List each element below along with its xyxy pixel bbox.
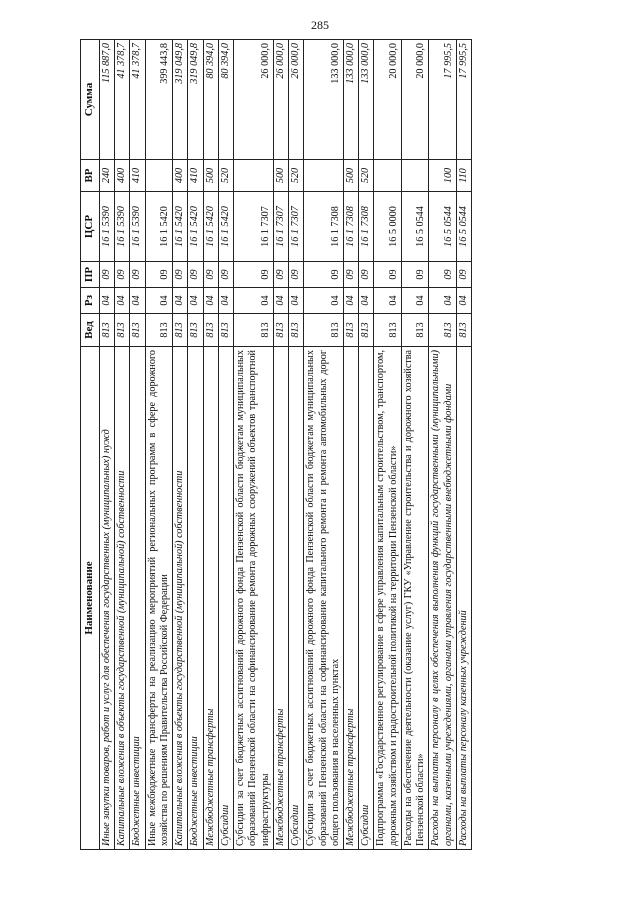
cell-vr xyxy=(145,160,172,192)
cell-sum: 17 995,5 xyxy=(456,40,471,160)
cell-pr: 09 xyxy=(145,262,172,288)
cell-csr: 16 5 0544 xyxy=(456,192,471,262)
table-row xyxy=(374,40,401,850)
cell-pr: 09 xyxy=(188,262,203,288)
table-row xyxy=(289,40,304,850)
cell-vr: 400 xyxy=(173,160,188,192)
cell-sum: 399 443,8 xyxy=(145,40,172,160)
header-csr: ЦСР xyxy=(81,192,100,262)
cell-pr: 09 xyxy=(456,262,471,288)
cell-ved: 813 xyxy=(359,314,374,347)
cell-rz: 04 xyxy=(145,288,172,314)
cell-rz: 04 xyxy=(401,288,428,314)
cell-pr: 09 xyxy=(304,262,344,288)
header-sum: Сумма xyxy=(81,40,100,160)
cell-name: Бюджетные инвестиции xyxy=(130,347,145,850)
cell-csr: 16 1 5420 xyxy=(203,192,218,262)
cell-rz: 04 xyxy=(374,288,401,314)
cell-csr: 16 5 0544 xyxy=(401,192,428,262)
cell-ved: 813 xyxy=(203,314,218,347)
cell-vr: 110 xyxy=(456,160,471,192)
cell-vr xyxy=(234,160,274,192)
cell-ved: 813 xyxy=(130,314,145,347)
cell-name: Субсидии за счет бюджетных ассигнований дорожного фонда Пензенской области бюджетам муниципальных образований Пензенской области на софинансирование капитального ремонта и ремонта автомобильных дорог общего пользования в населенных пунктах xyxy=(304,347,344,850)
table-header-row xyxy=(81,40,100,850)
cell-rz: 04 xyxy=(304,288,344,314)
cell-sum: 26 000,0 xyxy=(273,40,288,160)
cell-pr: 09 xyxy=(173,262,188,288)
header-pr: ПР xyxy=(81,262,100,288)
cell-sum: 115 887,0 xyxy=(100,40,115,160)
cell-sum: 41 378,7 xyxy=(130,40,145,160)
table-row xyxy=(359,40,374,850)
cell-name: Субсидии xyxy=(359,347,374,850)
cell-rz: 04 xyxy=(456,288,471,314)
cell-pr: 09 xyxy=(429,262,456,288)
cell-vr: 500 xyxy=(343,160,358,192)
cell-rz: 04 xyxy=(273,288,288,314)
cell-sum: 26 000,0 xyxy=(289,40,304,160)
cell-vr: 520 xyxy=(289,160,304,192)
cell-ved: 813 xyxy=(429,314,456,347)
cell-rz: 04 xyxy=(359,288,374,314)
table-row xyxy=(343,40,358,850)
header-ved: Вед xyxy=(81,314,100,347)
table-row xyxy=(273,40,288,850)
cell-name: Иные межбюджетные трансферты на реализацию мероприятий региональных программ в сфере дорожного хозяйства по решениям Правительства Российской Федерации xyxy=(145,347,172,850)
cell-sum: 319 049,8 xyxy=(173,40,188,160)
cell-ved: 813 xyxy=(218,314,233,347)
cell-pr: 09 xyxy=(401,262,428,288)
cell-name: Межбюджетные трансферты xyxy=(343,347,358,850)
cell-vr: 520 xyxy=(218,160,233,192)
cell-sum: 80 394,0 xyxy=(218,40,233,160)
table-row xyxy=(429,40,456,850)
cell-vr: 500 xyxy=(203,160,218,192)
cell-vr xyxy=(374,160,401,192)
cell-name: Субсидии xyxy=(218,347,233,850)
cell-rz: 04 xyxy=(218,288,233,314)
cell-vr xyxy=(401,160,428,192)
cell-rz: 04 xyxy=(173,288,188,314)
cell-csr: 16 1 7307 xyxy=(234,192,274,262)
header-rz: Рз xyxy=(81,288,100,314)
cell-sum: 133 000,0 xyxy=(359,40,374,160)
cell-sum: 133 000,0 xyxy=(343,40,358,160)
cell-ved: 813 xyxy=(456,314,471,347)
cell-ved: 813 xyxy=(115,314,130,347)
table-row xyxy=(115,40,130,850)
cell-pr: 09 xyxy=(130,262,145,288)
cell-pr: 09 xyxy=(218,262,233,288)
cell-csr: 16 1 5390 xyxy=(130,192,145,262)
budget-table xyxy=(80,39,472,850)
cell-name: Капитальные вложения в объекты государственной (муниципальной) собственности xyxy=(173,347,188,850)
rotated-table-container xyxy=(80,40,560,850)
cell-sum: 133 000,0 xyxy=(304,40,344,160)
cell-csr: 16 1 5420 xyxy=(218,192,233,262)
cell-vr: 410 xyxy=(130,160,145,192)
cell-rz: 04 xyxy=(234,288,274,314)
cell-name: Расходы на выплаты персоналу в целях обеспечения выполнения функций государственными (муниципальными) органами, казенными учреждениями, органами управления государственными внебюджетными фондами xyxy=(429,347,456,850)
cell-vr xyxy=(304,160,344,192)
table-row xyxy=(218,40,233,850)
cell-vr: 400 xyxy=(115,160,130,192)
cell-name: Межбюджетные трансферты xyxy=(273,347,288,850)
cell-ved: 813 xyxy=(188,314,203,347)
cell-pr: 09 xyxy=(100,262,115,288)
table-row xyxy=(173,40,188,850)
cell-rz: 04 xyxy=(100,288,115,314)
cell-pr: 09 xyxy=(273,262,288,288)
cell-csr: 16 1 7308 xyxy=(359,192,374,262)
cell-rz: 04 xyxy=(203,288,218,314)
cell-vr: 410 xyxy=(188,160,203,192)
cell-name: Субсидии xyxy=(289,347,304,850)
cell-ved: 813 xyxy=(145,314,172,347)
cell-vr: 100 xyxy=(429,160,456,192)
cell-csr: 16 5 0544 xyxy=(429,192,456,262)
cell-rz: 04 xyxy=(289,288,304,314)
table-row xyxy=(130,40,145,850)
cell-ved: 813 xyxy=(234,314,274,347)
table-row xyxy=(203,40,218,850)
table-row xyxy=(304,40,344,850)
cell-rz: 04 xyxy=(115,288,130,314)
cell-pr: 09 xyxy=(374,262,401,288)
cell-pr: 09 xyxy=(343,262,358,288)
cell-pr: 09 xyxy=(115,262,130,288)
cell-csr: 16 5 0000 xyxy=(374,192,401,262)
cell-csr: 16 1 5390 xyxy=(115,192,130,262)
cell-pr: 09 xyxy=(203,262,218,288)
cell-name: Подпрограмма «Государственное регулирование в сфере управления капитальным строительством, транспортом, дорожным хозяйством и градостроительной политикой на территории Пензенской области» xyxy=(374,347,401,850)
cell-pr: 09 xyxy=(289,262,304,288)
cell-ved: 813 xyxy=(173,314,188,347)
cell-rz: 04 xyxy=(188,288,203,314)
page-number: 285 xyxy=(311,18,329,32)
table-row xyxy=(145,40,172,850)
header-name: Наименование xyxy=(81,347,100,850)
cell-name: Межбюджетные трансферты xyxy=(203,347,218,850)
table-row xyxy=(456,40,471,850)
cell-csr: 16 1 5420 xyxy=(173,192,188,262)
cell-rz: 04 xyxy=(429,288,456,314)
table-row xyxy=(100,40,115,850)
cell-ved: 813 xyxy=(343,314,358,347)
cell-name: Расходы на обеспечение деятельности (оказание услуг) ГКУ «Управление строительства и дорожного хозяйства Пензенской области» xyxy=(401,347,428,850)
cell-name: Капитальные вложения в объекты государственной (муниципальной) собственности xyxy=(115,347,130,850)
cell-sum: 17 995,5 xyxy=(429,40,456,160)
cell-csr: 16 1 5420 xyxy=(188,192,203,262)
cell-ved: 813 xyxy=(289,314,304,347)
cell-sum: 20 000,0 xyxy=(374,40,401,160)
cell-vr: 500 xyxy=(273,160,288,192)
cell-csr: 16 1 7307 xyxy=(273,192,288,262)
cell-csr: 16 1 7308 xyxy=(343,192,358,262)
table-row xyxy=(234,40,274,850)
cell-ved: 813 xyxy=(304,314,344,347)
cell-csr: 16 1 7308 xyxy=(304,192,344,262)
cell-ved: 813 xyxy=(100,314,115,347)
table-row xyxy=(188,40,203,850)
cell-rz: 04 xyxy=(130,288,145,314)
cell-sum: 41 378,7 xyxy=(115,40,130,160)
cell-name: Иные закупки товаров, работ и услуг для обеспечения государственных (муниципальных) нужд xyxy=(100,347,115,850)
cell-ved: 813 xyxy=(273,314,288,347)
cell-csr: 16 1 7307 xyxy=(289,192,304,262)
table-row xyxy=(401,40,428,850)
table-body xyxy=(100,40,472,850)
cell-vr: 240 xyxy=(100,160,115,192)
cell-name: Бюджетные инвестиции xyxy=(188,347,203,850)
cell-name: Расходы на выплаты персоналу казенных учреждений xyxy=(456,347,471,850)
header-vr: ВР xyxy=(81,160,100,192)
cell-pr: 09 xyxy=(234,262,274,288)
cell-vr: 520 xyxy=(359,160,374,192)
cell-sum: 80 394,0 xyxy=(203,40,218,160)
cell-sum: 20 000,0 xyxy=(401,40,428,160)
cell-rz: 04 xyxy=(343,288,358,314)
cell-ved: 813 xyxy=(401,314,428,347)
cell-csr: 16 1 5390 xyxy=(100,192,115,262)
cell-name: Субсидии за счет бюджетных ассигнований дорожного фонда Пензенской области бюджетам муниципальных образований Пензенской области на софинансирование ремонта дорожных сооружений объектов транспортной инфраструктуры xyxy=(234,347,274,850)
cell-sum: 319 049,8 xyxy=(188,40,203,160)
cell-csr: 16 1 5420 xyxy=(145,192,172,262)
cell-pr: 09 xyxy=(359,262,374,288)
cell-sum: 26 000,0 xyxy=(234,40,274,160)
cell-ved: 813 xyxy=(374,314,401,347)
